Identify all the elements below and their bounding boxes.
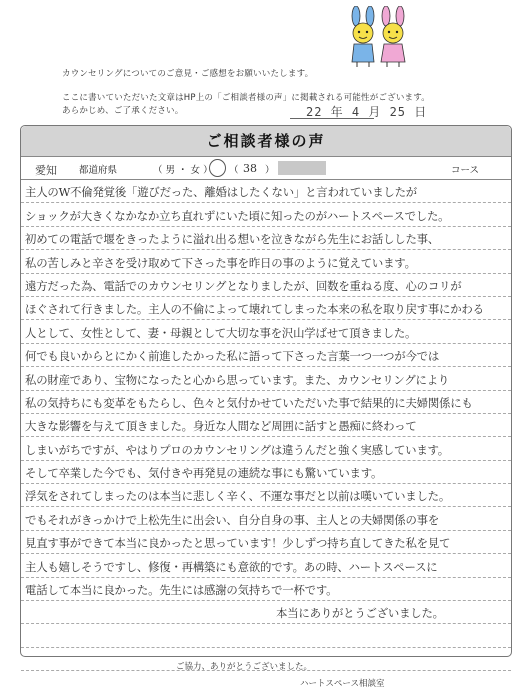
text-line — [21, 320, 511, 343]
line-text: 何でも良いからとにかく前進したかった私に語って下さった言葉一つ一つが今では — [25, 349, 440, 364]
text-line — [21, 203, 511, 226]
line-text: 主人のW不倫発覚後「遊びだった、離婚はしたくない」と言われていましたが — [25, 185, 417, 200]
closing-text: 本当にありがとうございました。 — [276, 606, 444, 621]
line-text: 初めての電話で堰をきったように溢れ出る想いを泣きながら先生にお話しした事、 — [25, 232, 440, 247]
prefecture-label: 都道府県 — [79, 165, 118, 176]
gender-selected-circle — [209, 159, 226, 177]
line-text: そして卒業した今でも、気付きや再発見の連続な事にも驚いています。 — [25, 466, 383, 481]
text-line — [21, 250, 511, 273]
prefecture-value: 愛知 — [35, 164, 57, 177]
intro-text-1: カウンセリングについてのご意見・ご感想をお願いいたします。 — [62, 69, 314, 79]
text-line — [21, 344, 511, 367]
text-line — [21, 297, 511, 320]
rabbit-mascot-pink-icon — [373, 6, 413, 68]
line-text: 私の財産であり、宝物になったと心から思っています。また、カウンセリングにより — [25, 372, 450, 387]
line-text: 電話して本当に良かった。先生には感謝の気持ちで一杯です。 — [25, 583, 338, 598]
text-line — [21, 227, 511, 250]
text-line — [21, 180, 511, 203]
text-line — [21, 461, 511, 484]
footer-thanks: ご協力、ありがとうございました。 — [176, 662, 313, 672]
text-line — [21, 507, 511, 530]
footer-org: ハートスペース相談室 — [300, 679, 385, 689]
line-text: ほぐされて行きました。主人の不倫によって壊れてしまった本来の私を取り戻す事にかわる — [25, 302, 484, 317]
line-text: でもそれがきっかけで上松先生に出会い、自分自身の事、主人との夫婦関係の事を — [25, 512, 440, 527]
line-text: しまいがちですが、やはりプロのカウンセリングは違うんだと強く実感しています。 — [25, 442, 449, 457]
intro-text-2: ここに書いていただいた文章はHP上の「ご相談者様の声」に掲載される可能性がございます。 — [62, 93, 430, 103]
course-label: コース — [451, 165, 480, 176]
text-line — [21, 391, 511, 414]
date-underline — [290, 118, 374, 119]
line-text: ショックが大きくなかなか立ち直れずにいた頃に知ったのがハートスペースでした。 — [25, 208, 450, 223]
line-text: 大きな影響を与えて頂きました。身近な人間など周囲に話すと愚痴に終わって — [25, 419, 417, 434]
line-text: 人として、女性として、妻・母親として大切な事を沢山学ばせて頂きました。 — [25, 325, 417, 340]
text-line-empty — [21, 624, 511, 647]
age-open: （ — [229, 165, 239, 176]
date-field: 22 年 4 月 25 日 — [306, 105, 428, 119]
testimonial-form — [20, 125, 512, 657]
text-line — [21, 274, 511, 297]
info-row — [21, 157, 511, 180]
text-line — [21, 531, 511, 554]
gender-label: （ 男 ・ 女 ） — [153, 165, 213, 176]
text-line — [21, 367, 511, 390]
line-text: 私の苦しみと辛さを受け取めて下さった事を昨日の事のように覚えています。 — [25, 255, 416, 270]
line-text: 浮気をされてしまったのは本当に悲しく辛く、不運な事だと以前は嘆いていました。 — [25, 489, 451, 504]
line-text: 見直す事ができて本当に良かったと思っています！少しずつ持ち直してきた私を見て — [25, 536, 451, 551]
redacted-name — [278, 161, 326, 175]
text-line — [21, 484, 511, 507]
text-line — [21, 578, 511, 601]
form-title: ご相談者様の声 — [21, 126, 511, 157]
text-line — [21, 437, 511, 460]
age-close: ） — [265, 165, 275, 176]
text-line — [21, 554, 511, 577]
line-text: 主人も嬉しそうですし、修復・再構築にも意欲的です。あの時、ハートスペースに — [25, 559, 438, 574]
text-line — [21, 601, 511, 624]
line-text: 私の気持ちにも変革をもたらし、色々と気付かせていただいた事で結果的に夫婦関係にも — [25, 395, 473, 410]
age-value: 38 — [243, 162, 257, 175]
text-line — [21, 414, 511, 437]
handwritten-lines — [21, 180, 511, 671]
intro-text-3: あらかじめ、ご了承ください。 — [62, 106, 184, 116]
line-text: 遠方だった為、電話でのカウンセリングとなりましたが、回数を重ねる度、心のコリが — [25, 278, 462, 293]
